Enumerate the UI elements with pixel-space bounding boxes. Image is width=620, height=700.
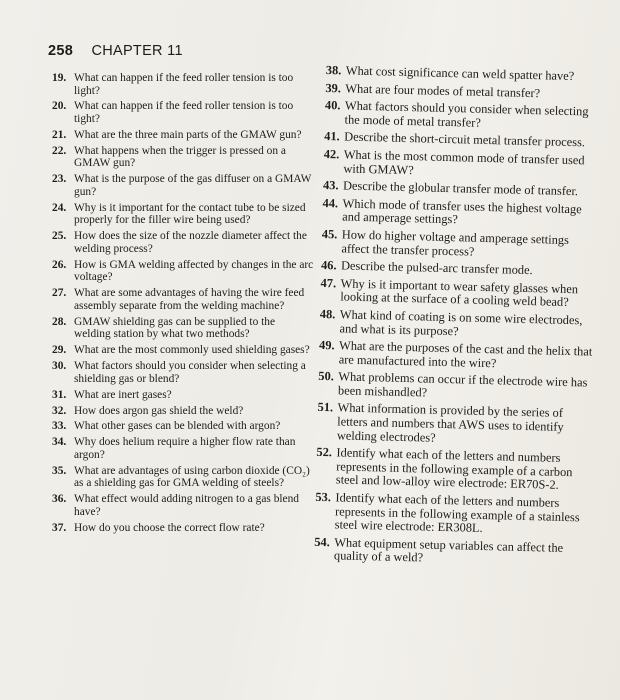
question-number: 26.: [52, 258, 67, 271]
review-question: [314, 536, 593, 570]
review-question: [52, 287, 314, 312]
question-number: 29.: [52, 344, 67, 357]
question-number: 37.: [52, 521, 67, 534]
question-text: Why is it important to wear safety glasses when looking at the surface of a cooling weld bead?: [340, 276, 579, 310]
question-text: What are advantages of using carbon dioxide (CO₂) as a shielding gas for GMA welding of steels?: [74, 464, 310, 490]
question-number: 40.: [324, 98, 341, 113]
review-question: [323, 148, 602, 182]
question-number: 33.: [52, 420, 67, 433]
review-question: [52, 129, 314, 142]
question-number: 21.: [52, 128, 67, 141]
question-text: What are the most commonly used shielding gases?: [74, 344, 310, 357]
review-question: [52, 493, 314, 518]
review-question: [52, 389, 314, 402]
question-text: How do you choose the correct flow rate?: [74, 521, 265, 534]
question-text: How does argon gas shield the weld?: [74, 404, 244, 417]
question-number: 34.: [52, 436, 67, 449]
question-number: 39.: [325, 80, 342, 95]
review-question: [52, 420, 314, 433]
question-text: What is the most common mode of transfer used with GMAW?: [343, 147, 585, 177]
question-number: 41.: [324, 129, 340, 144]
question-text: What kind of coating is on some wire electrodes, and what is its purpose?: [339, 307, 583, 338]
review-question: [52, 405, 314, 418]
question-text: Which mode of transfer uses the highest voltage and amperage settings?: [342, 196, 582, 227]
question-text: Identify what each of the letters and numbers represents in the following example of a carbon steel and low-alloy wire electrode: ER70S-2.: [335, 445, 573, 493]
question-text: What equipment setup variables can affect the quality of a weld?: [333, 535, 564, 565]
question-number: 32.: [52, 404, 67, 417]
question-number: 42.: [323, 146, 340, 162]
question-text: What can happen if the feed roller tension is too tight?: [74, 100, 294, 126]
review-question: [324, 99, 603, 133]
review-question: [315, 491, 594, 539]
question-number: 38.: [325, 63, 342, 78]
question-text: GMAW shielding gas can be supplied to the welding station by what two methods?: [74, 315, 276, 341]
page-header: [48, 43, 183, 59]
review-question: [52, 316, 314, 341]
review-question: [52, 344, 314, 357]
review-question: [321, 228, 600, 262]
question-text: What cost significance can weld spatter have?: [345, 63, 575, 84]
question-number: 20.: [52, 100, 67, 113]
question-text: What are the three main parts of the GMAW gun?: [74, 128, 302, 141]
question-text: How do higher voltage and amperage settings affect the transfer process?: [341, 227, 570, 259]
review-question: [319, 308, 598, 342]
question-number: 22.: [52, 144, 67, 157]
question-text: What information is provided by the series of letters and numbers that AWS uses to identify welding electrodes?: [336, 400, 564, 445]
question-number: 28.: [52, 315, 67, 328]
question-text: What factors should you consider when selecting a shielding gas or blend?: [74, 360, 306, 385]
question-number: 43.: [322, 178, 339, 193]
review-question: [52, 522, 314, 535]
review-question: [52, 465, 314, 490]
review-question: [52, 436, 314, 461]
question-number: 19.: [52, 72, 67, 84]
question-number: 27.: [52, 287, 67, 300]
review-question: [316, 446, 595, 494]
left-question-column: [52, 72, 314, 538]
question-number: 47.: [320, 275, 337, 291]
review-question: [52, 145, 314, 170]
question-text: What factors should you consider when selecting the mode of metal transfer?: [344, 98, 589, 130]
review-question: [318, 370, 597, 404]
question-number: 50.: [318, 369, 335, 384]
question-number: 46.: [320, 258, 337, 273]
question-number: 45.: [321, 226, 338, 242]
question-number: 30.: [52, 360, 67, 373]
question-text: What can happen if the feed roller tension is too light?: [74, 72, 294, 97]
question-text: Why is it important for the contact tube to be sized properly for the filler wire being used?: [74, 201, 306, 227]
review-question: [52, 202, 314, 227]
review-question: [52, 259, 314, 284]
question-number: 54.: [314, 534, 330, 550]
question-text: Describe the short-circuit metal transfer process.: [344, 129, 586, 150]
review-question: [52, 173, 314, 198]
question-text: What are four modes of metal transfer?: [345, 81, 541, 100]
review-question: [317, 401, 596, 449]
question-number: 24.: [52, 201, 67, 214]
question-number: 53.: [315, 489, 332, 505]
question-text: Describe the globular transfer mode of transfer.: [342, 178, 579, 199]
review-question: [319, 339, 598, 373]
review-question: [322, 197, 601, 231]
question-text: What are inert gases?: [74, 388, 172, 401]
chapter-title: CHAPTER 11: [91, 43, 183, 59]
question-text: What are the purposes of the cast and the helix that are manufactured into the wire?: [338, 338, 593, 370]
question-text: What are some advantages of having the wire feed assembly separate from the welding machine?: [74, 287, 305, 312]
question-number: 35.: [52, 464, 67, 477]
question-number: 49.: [318, 338, 335, 353]
question-text: Why does helium require a higher flow rate than argon?: [74, 436, 296, 461]
question-text: How does the size of the nozzle diameter affect the welding process?: [74, 230, 307, 255]
question-number: 25.: [52, 230, 67, 243]
question-text: What problems can occur if the electrode wire has been mishandled?: [337, 369, 588, 400]
review-question: [320, 277, 599, 311]
question-number: 44.: [322, 195, 339, 211]
review-question: [52, 100, 314, 125]
question-text: Describe the pulsed-arc transfer mode.: [340, 258, 533, 278]
question-text: Identify what each of the letters and numbers represents in the following example of a stainless steel wire electrode: ER308L.: [334, 490, 580, 536]
question-number: 51.: [317, 400, 334, 415]
review-question: [52, 230, 314, 255]
question-number: 31.: [52, 388, 67, 401]
question-text: What other gases can be blended with argon?: [74, 420, 281, 433]
question-text: How is GMA welding affected by changes in the arc voltage?: [74, 258, 314, 284]
question-number: 36.: [52, 493, 67, 506]
question-text: What effect would adding nitrogen to a gas blend have?: [74, 493, 300, 518]
question-number: 52.: [316, 445, 333, 460]
review-question: [52, 72, 314, 97]
question-text: What is the purpose of the gas diffuser on a GMAW gun?: [74, 173, 312, 198]
question-number: 48.: [319, 306, 336, 322]
right-question-column: [314, 64, 604, 574]
review-question: [52, 360, 314, 385]
page-number: 258: [48, 43, 74, 59]
question-text: What happens when the trigger is pressed on a GMAW gun?: [74, 144, 286, 170]
question-number: 23.: [52, 173, 67, 186]
